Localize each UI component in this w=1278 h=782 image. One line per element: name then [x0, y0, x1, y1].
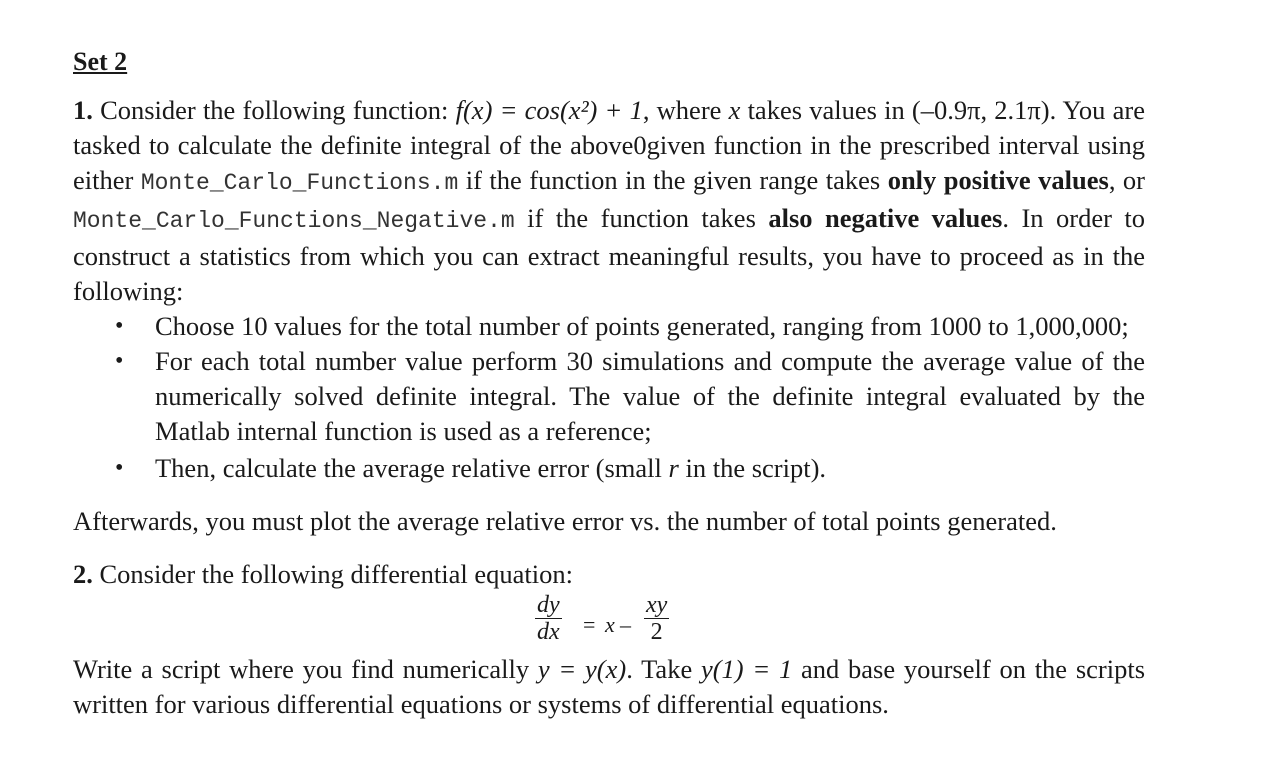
- set-heading: Set 2: [73, 47, 128, 76]
- document-body: [73, 44, 1145, 722]
- function-definition: f(x) = cos(x²) + 1: [455, 95, 643, 125]
- list-item: • Then, calculate the average relative error (small r in the script).: [155, 451, 1145, 486]
- differential-equation: $\frac{dy}{dx}$ = x – $\frac{xy}{2}$: [537, 592, 668, 645]
- rhs-fraction: $\frac{xy}{2}$: [646, 592, 668, 645]
- question-2-number: 2.: [73, 559, 93, 589]
- afterwards-paragraph: Afterwards, you must plot the average relative error vs. the number of total points generated.: [73, 506, 1057, 536]
- question-2-paragraph: 2. Consider the following differential equation:: [73, 559, 573, 589]
- list-item: • For each total number value perform 30 simulations and compute the average value of the numerically solved definite integral. The value of the definite integral evaluated by the Matlab internal function is used as a reference;: [155, 344, 1145, 449]
- question-1-number: 1.: [73, 95, 93, 125]
- lhs-fraction: $\frac{dy}{dx}$: [537, 592, 560, 645]
- question-1-paragraph: 1. Consider the following function: f(x) = cos(x²) + 1, where x takes values in (–0.9π, 2.1π). You are tasked to calculate the definite integral of the above0given function in the prescribed interval using either Monte_Carlo_Functions.m if the function in the given range takes only positive values, or Monte_Carlo_Functions_Negative.m if the function takes also negative values. In order to construct a statistics from which you can extract meaningful results, you have to proceed as in the following:: [73, 95, 1145, 306]
- file-name-positive: Monte_Carlo_Functions.m: [140, 170, 459, 196]
- question-2-task: Write a script where you find numerically y = y(x). Take y(1) = 1 and base yourself on the scripts written for various differential equations or systems of differential equations.: [73, 654, 1146, 719]
- file-name-negative: Monte_Carlo_Functions_Negative.m: [73, 208, 515, 234]
- instruction-list: [73, 309, 1145, 486]
- list-item: • Choose 10 values for the total number of points generated, ranging from 1000 to 1,000,000;: [155, 309, 1145, 344]
